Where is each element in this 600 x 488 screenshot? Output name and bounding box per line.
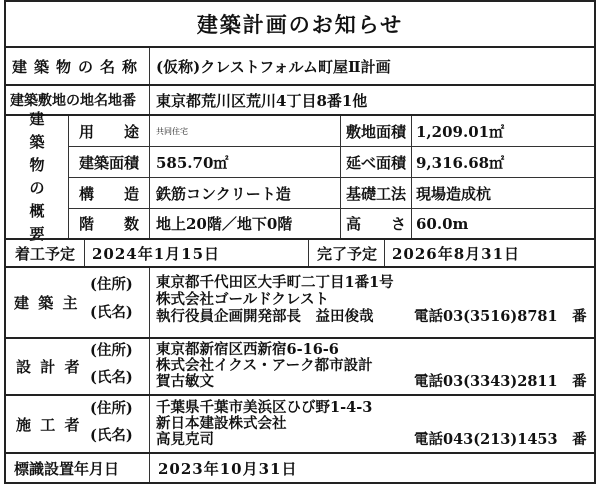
site-address-value: 東京都荒川区荒川4丁目8番1他 bbox=[156, 91, 368, 110]
overview-vertical-label: 建 築 物 の 概 要 bbox=[29, 110, 45, 243]
builder-phone: 電話043(213)1453 番 bbox=[414, 431, 587, 448]
posted-date-value: 2023年10月31日 bbox=[158, 459, 298, 478]
foundation-label: 基礎工法 bbox=[345, 184, 406, 203]
designer-address: 東京都新宿区西新宿6-16-6 bbox=[156, 341, 339, 358]
use-value: 共同住宅 bbox=[156, 126, 188, 136]
use-label: 用 途 bbox=[78, 122, 139, 141]
owner-person: 執行役員企画開発部長 益田俊哉 bbox=[156, 308, 374, 325]
designer-company: 株式会社イクス・アーク都市設計 bbox=[156, 357, 373, 374]
posted-date-label: 標識設置年月日 bbox=[14, 459, 120, 478]
site-address-row bbox=[4, 84, 596, 116]
designer-name-label: (氏名) bbox=[90, 369, 133, 386]
designer-section bbox=[4, 339, 596, 396]
floors-label: 階 数 bbox=[78, 215, 139, 233]
height-label: 高 さ bbox=[345, 215, 406, 233]
start-value: 2024年1月15日 bbox=[92, 244, 221, 263]
owner-name-label: (氏名) bbox=[90, 304, 133, 321]
floor-area-value: 9,316.68㎡ bbox=[416, 153, 505, 172]
owner-phone: 電話03(3516)8781 番 bbox=[414, 308, 587, 325]
building-area-label: 建築面積 bbox=[78, 153, 139, 172]
owner-address-label: (住所) bbox=[90, 276, 133, 293]
designer-address-label: (住所) bbox=[90, 342, 133, 359]
owner-company: 株式会社ゴールドクレスト bbox=[156, 291, 329, 308]
building-name-label: 建築物の名称 bbox=[12, 57, 145, 76]
owner-label: 建 築 主 bbox=[14, 294, 80, 312]
building-name-row bbox=[4, 46, 596, 86]
notice-title: 建築計画のお知らせ bbox=[4, 0, 596, 46]
posted-date-row bbox=[4, 454, 596, 484]
site-area-value: 1,209.01㎡ bbox=[416, 122, 505, 141]
owner-address: 東京都千代田区大手町二丁目1番1号 bbox=[156, 274, 394, 291]
site-address-label: 建築敷地の地名地番 bbox=[10, 93, 136, 109]
start-label: 着工予定 bbox=[14, 244, 75, 263]
height-value: 60.0m bbox=[416, 214, 469, 233]
owner-section bbox=[4, 268, 596, 339]
builder-person: 高見克司 bbox=[156, 431, 214, 448]
structure-value: 鉄筋コンクリート造 bbox=[156, 184, 291, 203]
builder-section bbox=[4, 396, 596, 454]
floor-area-label: 延べ面積 bbox=[345, 153, 406, 172]
builder-label: 施 工 者 bbox=[16, 415, 82, 434]
designer-phone: 電話03(3343)2811 番 bbox=[414, 373, 587, 390]
end-label: 完了予定 bbox=[316, 244, 377, 263]
designer-label: 設 計 者 bbox=[16, 358, 82, 376]
schedule-row bbox=[4, 238, 596, 268]
foundation-value: 現場造成杭 bbox=[416, 184, 492, 203]
notice-sign bbox=[4, 0, 596, 488]
building-name-value: (仮称)クレストフォルム町屋Ⅱ計画 bbox=[156, 57, 391, 76]
builder-address: 千葉県千葉市美浜区ひび野1-4-3 bbox=[156, 399, 373, 416]
designer-person: 賀古敏文 bbox=[156, 373, 214, 390]
end-value: 2026年8月31日 bbox=[392, 244, 521, 263]
site-area-label: 敷地面積 bbox=[345, 122, 406, 141]
builder-name-label: (氏名) bbox=[90, 427, 133, 444]
builder-address-label: (住所) bbox=[90, 400, 133, 417]
builder-company: 新日本建設株式会社 bbox=[156, 415, 287, 432]
building-area-value: 585.70㎡ bbox=[156, 153, 229, 172]
building-overview bbox=[4, 110, 596, 243]
structure-label: 構 造 bbox=[78, 184, 139, 203]
floors-value: 地上20階／地下0階 bbox=[156, 215, 293, 233]
